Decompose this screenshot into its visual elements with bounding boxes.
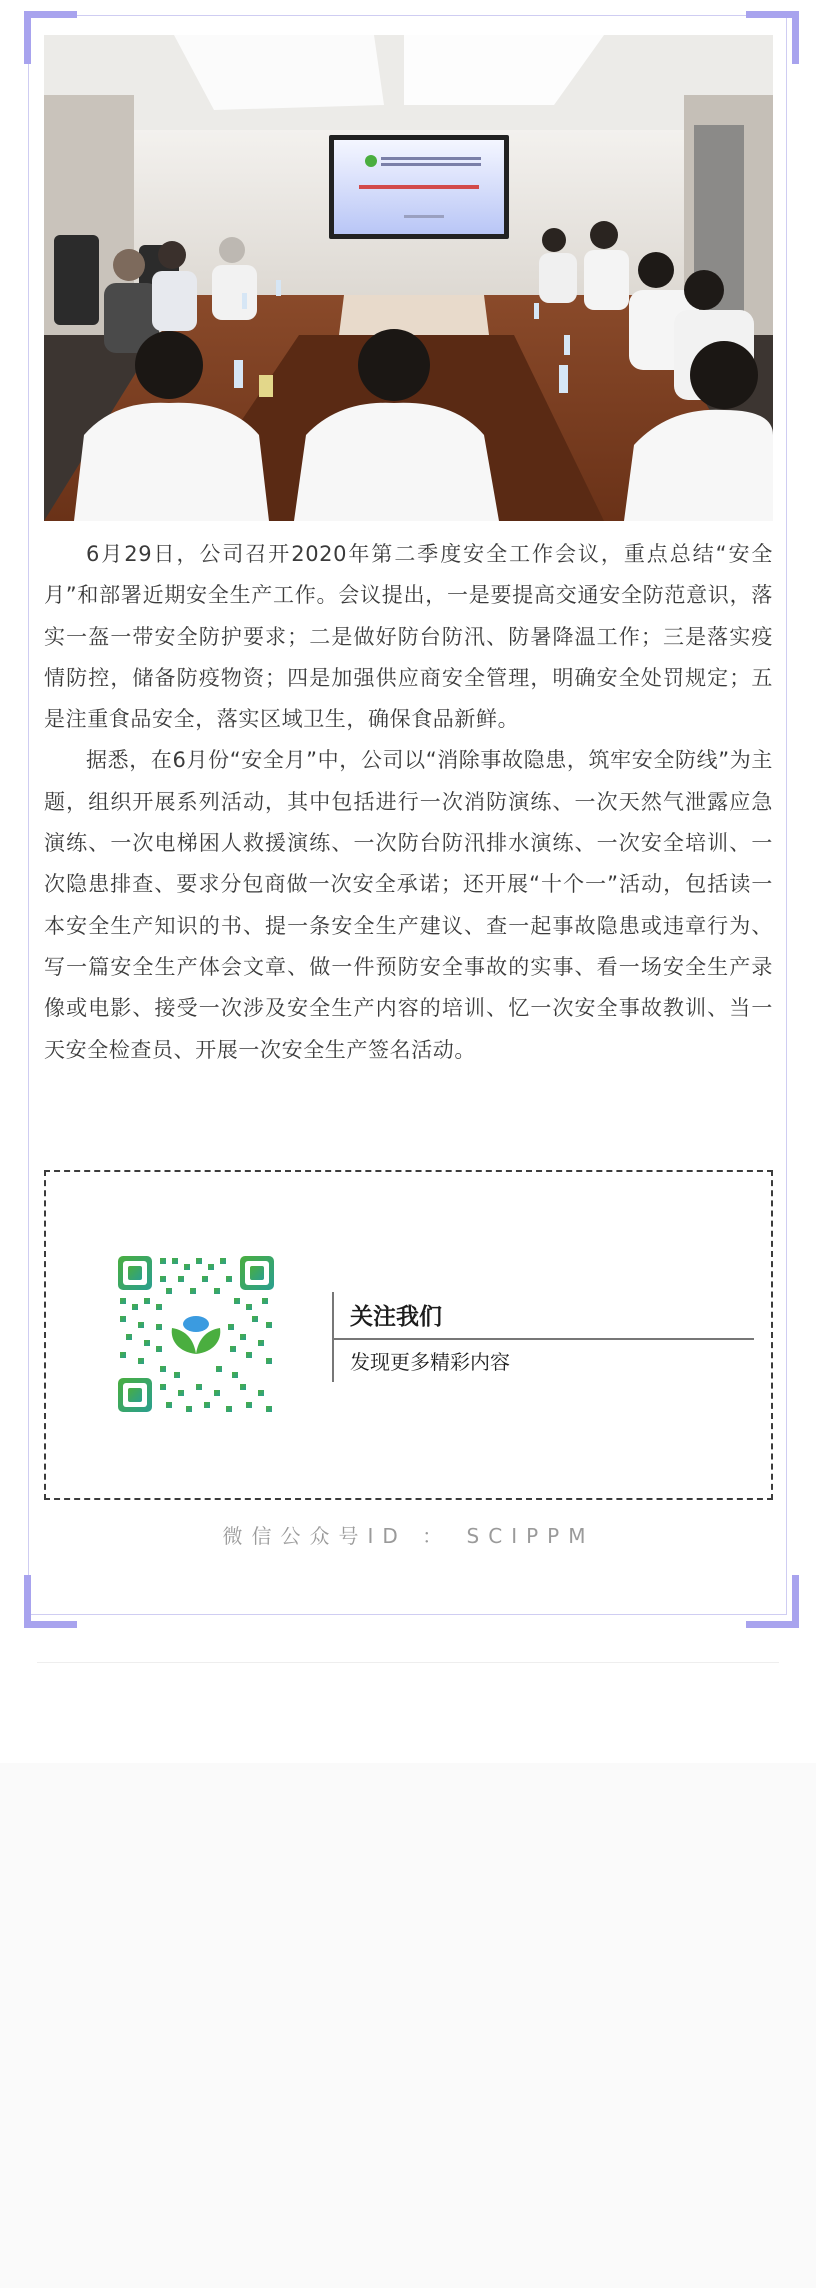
follow-us-box [44, 1170, 773, 1500]
article-paragraph-2: 据悉，在6月份“安全月”中，公司以“消除事故隐患，筑牢安全防线”为主题，组织开展系列活动，其中包括进行一次消防演练、一次天然气泄露应急演练、一次电梯困人救援演练、一次防台防汛排水演练、一次安全培训、一次隐患排查、要求分包商做一次安全承诺；还开展“十个一”活动，包括读一本安全生产知识的书、提一条安全生产建议、查一起事故隐患或违章行为、写一篇安全生产体会文章、做一件预防安全事故的实事、看一场安全生产录像或电影、接受一次涉及安全生产内容的培训、忆一次安全事故教训、当一天安全检查员、开展一次安全生产签名活动。 [44, 748, 773, 1062]
frame-corner-bottom-left [24, 1575, 77, 1628]
wechat-id-label: 微信公众号ID ： SCIPPM [222, 1524, 595, 1548]
article-paragraph-1: 6月29日，公司召开2020年第二季度安全工作会议，重点总结“安全月”和部署近期安全生产工作。会议提出，一是要提高交通安全防范意识，落实一盔一带安全防护要求；二是做好防台防汛、防暑降温工作；三是落实疫情防控，储备防疫物资；四是加强供应商安全管理，明确安全处罚规定；五是注重食品安全，落实区域卫生，确保食品新鲜。 [44, 542, 773, 732]
page-separator [37, 1662, 779, 1663]
qr-code-icon[interactable] [116, 1254, 276, 1414]
follow-us-divider [334, 1338, 754, 1340]
page-bottom-background [0, 1763, 816, 2288]
meeting-photo [44, 35, 773, 521]
follow-us-subtitle: 发现更多精彩内容 [350, 1350, 510, 1374]
follow-us-title: 关注我们 [350, 1304, 442, 1330]
article-body [44, 534, 773, 1071]
follow-us-text-block [332, 1292, 754, 1382]
frame-corner-bottom-right [746, 1575, 799, 1628]
